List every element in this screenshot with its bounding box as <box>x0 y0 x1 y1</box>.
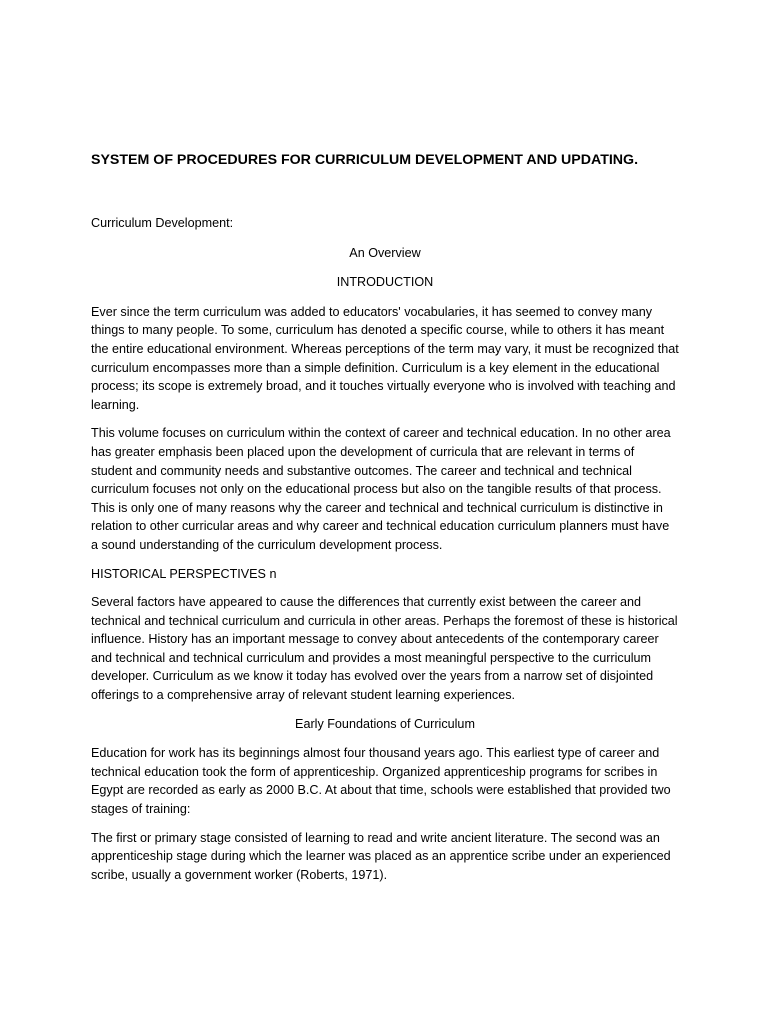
early-foundations-paragraph: The first or primary stage consisted of learning to read and write ancient literature. The second was an apprenticeship stage during which the learner was placed as an apprentice scribe under an experienced scribe, usually a government worker (Roberts, 1971). <box>91 830 671 882</box>
section-label: Curriculum Development: <box>91 216 234 230</box>
intro-paragraph: Ever since the term curriculum was added to educators' vocabularies, it has seemed to convey many things to many people. To some, curriculum has denoted a specific course, while to others it has meant the entire educational environment. Whereas perceptions of the term may vary, it must be recognized that curriculum encompasses more than a simple definition. Curriculum is a key element in the educational process; its scope is extremely broad, and it touches virtually everyone who is involved with teaching and learning. <box>91 304 679 412</box>
historical-paragraph: Several factors have appeared to cause the differences that currently exist between the career and technical and technical curriculum and curricula in other areas. Perhaps the foremost of these is historical influence. History has an important message to convey about antecedents of the contemporary career and technical and technical curriculum and provides a most meaningful perspective to the curriculum developer. Curriculum as we know it today has evolved over the years from a narrow set of disjointed offerings to a comprehensive array of relevant student learning experiences. <box>91 595 678 703</box>
document-title: SYSTEM OF PROCEDURES FOR CURRICULUM DEVELOPMENT AND UPDATING. <box>91 152 639 168</box>
overview-heading: An Overview <box>349 245 421 260</box>
early-foundations-heading: Early Foundations of Curriculum <box>295 716 475 731</box>
historical-perspectives-heading: HISTORICAL PERSPECTIVES n <box>91 566 277 581</box>
intro-paragraph: This volume focuses on curriculum within the context of career and technical education. In no other area has greater emphasis been placed upon the development of curricula that are relevant in terms of student and community needs and substantive outcomes. The career and technical and technical curriculum focuses not only on the educational process but also on the tangible results of that process. This is only one of many reasons why the career and technical and technical curriculum is distinctive in relation to other curricular areas and why career and technical education curriculum planners must have a sound understanding of the curriculum development process. <box>91 426 671 552</box>
introduction-heading: INTRODUCTION <box>336 275 434 290</box>
early-foundations-paragraph: Education for work has its beginnings almost four thousand years ago. This earliest type of career and technical education took the form of apprenticeship. Organized apprenticeship programs for scribes in Egypt are recorded as early as 2000 B.C. At about that time, schools were established that provided two stages of training: <box>91 746 671 817</box>
document-body <box>91 150 679 894</box>
